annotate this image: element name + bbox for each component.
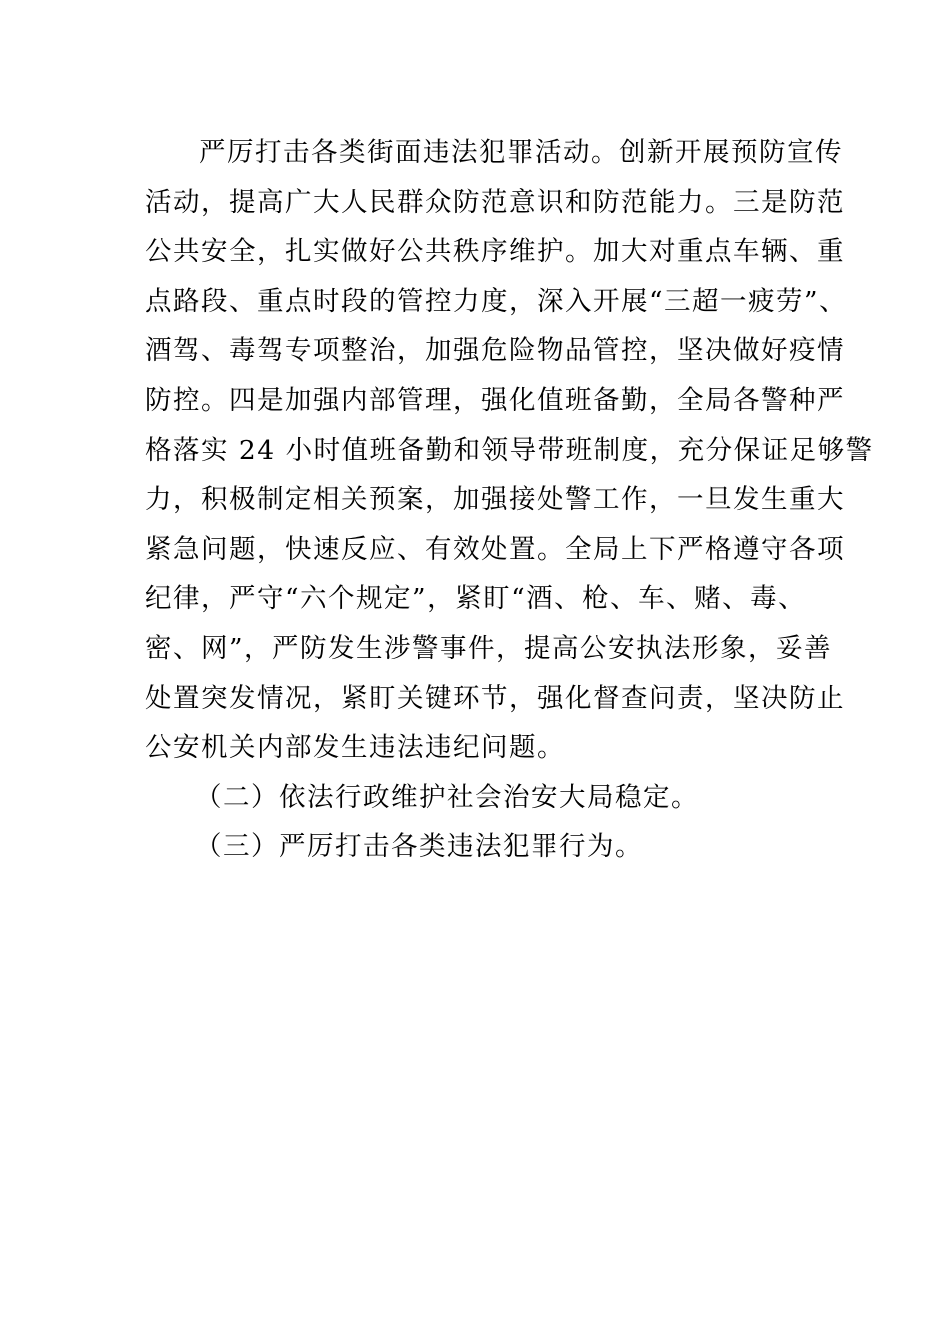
- section-heading-two: （二）依法行政维护社会治安大局稳定。: [195, 781, 699, 813]
- paragraph-line: 酒驾、毒驾专项整治，加强危险物品管控，坚决做好疫情: [145, 335, 845, 367]
- paragraph-line: 格落实 24 小时值班备勤和领导带班制度，充分保证足够警: [145, 434, 874, 466]
- paragraph-line: 公安机关内部发生违法违纪问题。: [145, 732, 565, 764]
- paragraph-line: 公共安全，扎实做好公共秩序维护。加大对重点车辆、重: [145, 236, 845, 268]
- paragraph-line: 纪律，严守“六个规定”，紧盯“酒、枪、车、赌、毒、: [145, 583, 807, 615]
- paragraph-line: 力，积极制定相关预案，加强接处警工作，一旦发生重大: [145, 484, 845, 516]
- paragraph-line: 密、网”，严防发生涉警事件，提高公安执法形象，妥善: [145, 632, 833, 664]
- paragraph-line: 紧急问题，快速反应、有效处置。全局上下严格遵守各项: [145, 533, 845, 565]
- paragraph-line: 严厉打击各类街面违法犯罪活动。创新开展预防宣传: [199, 137, 843, 168]
- paragraph-line: 点路段、重点时段的管控力度，深入开展“三超一疲劳”、: [145, 285, 848, 317]
- paragraph-line: 处置突发情况，紧盯关键环节，强化督查问责，坚决防止: [145, 682, 845, 714]
- document-body: [145, 128, 874, 872]
- paragraph-line: 防控。四是加强内部管理，强化值班备勤，全局各警种严: [145, 384, 845, 416]
- section-heading-three: （三）严厉打击各类违法犯罪行为。: [195, 831, 643, 863]
- paragraph-line: 活动，提高广大人民群众防范意识和防范能力。三是防范: [145, 186, 845, 218]
